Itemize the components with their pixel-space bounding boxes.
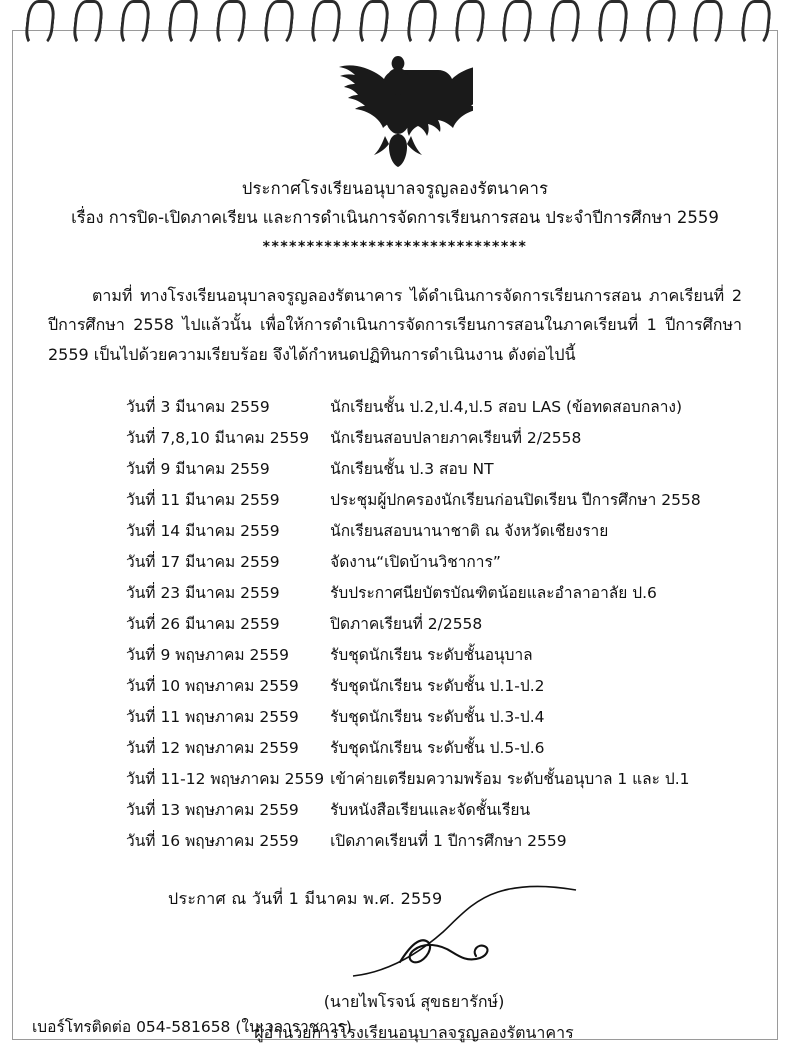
schedule-date-cell: วันที่ 11 มีนาคม 2559 xyxy=(126,491,280,510)
schedule-description-cell: รับหนังสือเรียนและจัดชั้นเรียน xyxy=(330,801,531,820)
spiral-ring xyxy=(549,0,582,46)
table-row xyxy=(48,578,742,609)
announcement-date: ประกาศ ณ วันที่ 1 มีนาคม พ.ศ. 2559 xyxy=(168,888,443,908)
schedule-date-cell: วันที่ 14 มีนาคม 2559 xyxy=(126,522,280,541)
garuda-emblem-icon xyxy=(323,52,473,167)
spiral-ring xyxy=(214,0,247,46)
schedule-description-cell: รับชุดนักเรียน ระดับชั้น ป.3-ป.4 xyxy=(330,708,545,727)
schedule-description-cell: เข้าค่ายเตรียมความพร้อม ระดับชั้นอนุบาล 1 และ ป.1 xyxy=(330,770,690,789)
spiral-ring xyxy=(692,0,725,46)
table-row xyxy=(48,826,742,857)
schedule-description-cell: นักเรียนชั้น ป.2,ป.4,ป.5 สอบ LAS (ข้อทดสอบกลาง) xyxy=(330,398,683,417)
schedule-description-cell: นักเรียนสอบปลายภาคเรียนที่ 2/2558 xyxy=(330,429,582,448)
spiral-ring xyxy=(501,0,534,46)
table-row xyxy=(48,671,742,702)
table-row xyxy=(48,423,742,454)
signer-name: (นายไพโรจน์ สุขธยารักษ์) xyxy=(323,991,505,1011)
schedule-date-cell: วันที่ 26 มีนาคม 2559 xyxy=(126,615,280,634)
table-row xyxy=(48,795,742,826)
decorative-divider: ****************************** xyxy=(262,238,528,255)
schedule-date-cell: วันที่ 3 มีนาคม 2559 xyxy=(126,398,270,417)
page-title: ประกาศโรงเรียนอนุบาลจรูญลองรัตนาคาร xyxy=(241,179,549,198)
schedule-date-cell: วันที่ 12 พฤษภาคม 2559 xyxy=(126,739,299,758)
schedule-date-cell: วันที่ 13 พฤษภาคม 2559 xyxy=(126,801,299,820)
signer-role: ผู้อำนวยการโรงเรียนอนุบาลจรูญลองรัตนาคาร xyxy=(254,1022,574,1042)
table-row xyxy=(48,485,742,516)
emblem-container xyxy=(0,52,796,171)
schedule-description-cell: รับชุดนักเรียน ระดับชั้นอนุบาล xyxy=(330,646,533,665)
document-subject: เรื่อง การปิด-เปิดภาคเรียน และการดำเนินการจัดการเรียนการสอน ประจำปีการศึกษา 2559 xyxy=(71,207,719,227)
spiral-ring xyxy=(740,0,773,46)
spiral-ring xyxy=(167,0,200,46)
schedule-description-cell: นักเรียนชั้น ป.3 สอบ NT xyxy=(330,460,494,479)
schedule-date-cell: วันที่ 17 มีนาคม 2559 xyxy=(126,553,280,572)
spiral-ring xyxy=(119,0,152,46)
table-row xyxy=(48,547,742,578)
schedule-description-cell: ประชุมผู้ปกครองนักเรียนก่อนปิดเรียน ปีการศึกษา 2558 xyxy=(330,491,701,510)
schedule-description-cell: รับชุดนักเรียน ระดับชั้น ป.1-ป.2 xyxy=(330,677,545,696)
spiral-ring xyxy=(644,0,677,46)
spiral-ring xyxy=(71,0,104,46)
schedule-description-cell: จัดงาน“เปิดบ้านวิชาการ” xyxy=(330,553,501,572)
schedule-date-cell: วันที่ 10 พฤษภาคม 2559 xyxy=(126,677,299,696)
schedule-date-cell: วันที่ 9 มีนาคม 2559 xyxy=(126,460,270,479)
table-row xyxy=(48,392,742,423)
table-row xyxy=(48,640,742,671)
document-body-paragraph: ตามที่ ทางโรงเรียนอนุบาลจรูญลองรัตนาคาร ได้ดำเนินการจัดการเรียนการสอน ภาคเรียนที่ 2 ปีการศึกษา 2558 ไปแล้วนั้น เพื่อให้การดำเนินการจัดการเรียนการสอนในภาคเรียนที่ 1 ปีการศึกษา 2559 เป็นไปด้วยความเรียบร้อย จึงได้กำหนดปฏิทินการดำเนินงาน ดังต่อไปนี้ xyxy=(48,285,742,364)
table-row xyxy=(48,454,742,485)
schedule-description-cell: รับชุดนักเรียน ระดับชั้น ป.5-ป.6 xyxy=(330,739,545,758)
schedule-description-cell: เปิดภาคเรียนที่ 1 ปีการศึกษา 2559 xyxy=(330,832,567,851)
spiral-ring xyxy=(310,0,343,46)
table-row xyxy=(48,764,742,795)
table-row xyxy=(48,733,742,764)
schedule-date-cell: วันที่ 23 มีนาคม 2559 xyxy=(126,584,280,603)
schedule-description-cell: นักเรียนสอบนานาชาติ ณ จังหวัดเชียงราย xyxy=(330,522,609,541)
spiral-ring xyxy=(262,0,295,46)
table-row xyxy=(48,702,742,733)
table-row xyxy=(48,609,742,640)
signature-area xyxy=(48,912,742,986)
schedule-date-cell: วันที่ 9 พฤษภาคม 2559 xyxy=(126,646,289,665)
document-content xyxy=(12,175,778,1046)
schedule-description-cell: ปิดภาคเรียนที่ 2/2558 xyxy=(330,615,483,634)
spiral-ring xyxy=(23,0,56,46)
table-row xyxy=(48,516,742,547)
schedule-date-cell: วันที่ 16 พฤษภาคม 2559 xyxy=(126,832,299,851)
schedule-date-cell: วันที่ 11-12 พฤษภาคม 2559 xyxy=(126,770,325,789)
schedule-date-cell: วันที่ 11 พฤษภาคม 2559 xyxy=(126,708,299,727)
schedule-description-cell: รับประกาศนียบัตรบัณฑิตน้อยและอำลาอาลัย ป.6 xyxy=(330,584,657,603)
spiral-ring xyxy=(453,0,486,46)
spiral-ring xyxy=(405,0,438,46)
signature-icon xyxy=(348,884,578,980)
schedule-date-cell: วันที่ 7,8,10 มีนาคม 2559 xyxy=(126,429,310,448)
spiral-ring xyxy=(596,0,629,46)
schedule-table xyxy=(48,392,742,857)
contact-footer: เบอร์โทรติดต่อ 054-581658 (ในเวลาราชการ) xyxy=(32,1018,352,1036)
spiral-ring xyxy=(358,0,391,46)
spiral-binding xyxy=(0,0,796,44)
